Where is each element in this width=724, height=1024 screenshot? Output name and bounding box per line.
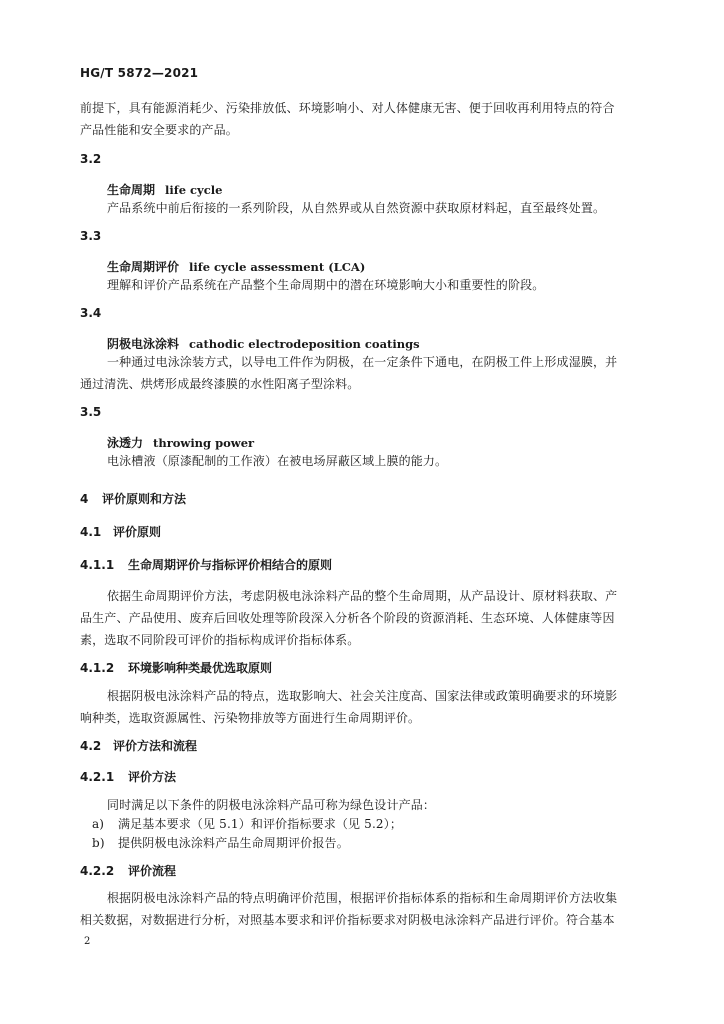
body-line: 相关数据，对数据进行分析，对照基本要求和评价指标要求对阴极电泳涂料产品进行评价。符合基本 [80, 913, 615, 927]
section-number: 4 [80, 492, 89, 506]
section-number: 4.2.1 [80, 770, 115, 784]
term-en: cathodic electrodeposition coatings [189, 337, 420, 351]
section-title: 评价方法和流程 [113, 739, 198, 753]
section-heading [80, 768, 176, 785]
body-line: 产品性能和安全要求的产品。 [80, 123, 238, 137]
list-item [92, 815, 402, 832]
section-heading [80, 659, 272, 676]
body-line: 同时满足以下条件的阴极电泳涂料产品可称为绿色设计产品： [107, 798, 436, 812]
section-title: 评价原则和方法 [102, 492, 187, 506]
term-heading [107, 432, 254, 451]
section-number: 4.1.2 [80, 661, 115, 675]
term-heading [107, 256, 365, 275]
term-definition: 产品系统中前后衔接的一系列阶段，从自然界或从自然资源中获取原材料起，直至最终处置。 [107, 201, 606, 215]
section-title: 环境影响种类最优选取原则 [128, 661, 273, 675]
list-item [92, 834, 349, 851]
section-number: 4.1.1 [80, 558, 115, 572]
list-marker: a) [92, 817, 105, 831]
section-heading [80, 523, 161, 540]
section-number: 4.1 [80, 525, 102, 539]
standard-code: HG/T 5872—2021 [80, 66, 199, 80]
body-line: 依据生命周期评价方法，考虑阴极电泳涂料产品的整个生命周期，从产品设计、原材料获取、产 [107, 589, 618, 603]
body-line: 前提下，具有能源消耗少、污染排放低、环境影响小、对人体健康无害、便于回收再利用特点的符合 [80, 101, 615, 115]
term-definition: 理解和评价产品系统在产品整个生命周期中的潜在环境影响大小和重要性的阶段。 [107, 278, 545, 292]
term-en: life cycle assessment (LCA) [189, 260, 366, 274]
term-zh: 生命周期 [107, 183, 156, 197]
body-line: 响种类，选取资源属性、污染物排放等方面进行生命周期评价。 [80, 711, 421, 725]
term-zh: 阴极电泳涂料 [107, 337, 180, 351]
section-title: 评价流程 [128, 864, 177, 878]
list-marker: b) [92, 836, 105, 850]
section-heading [80, 862, 176, 879]
body-line: 素，选取不同阶段可评价的指标构成评价指标体系。 [80, 633, 360, 647]
page-number: 2 [84, 936, 91, 947]
section-heading [80, 737, 197, 754]
body-line: 根据阴极电泳涂料产品的特点，选取影响大、社会关注度高、国家法律或政策明确要求的环境影 [107, 689, 618, 703]
body-line: 根据阴极电泳涂料产品的特点明确评价范围，根据评价指标体系的指标和生命周期评价方法收集 [107, 891, 618, 905]
section-heading [80, 490, 186, 507]
section-title: 评价原则 [113, 525, 162, 539]
body-line: 品生产、产品使用、废弃后回收处理等阶段深入分析各个阶段的资源消耗、生态环境、人体健康等因 [80, 611, 615, 625]
section-title: 评价方法 [128, 770, 177, 784]
term-number: 3.4 [80, 306, 102, 320]
term-definition: 电泳槽液（原漆配制的工作液）在被电场屏蔽区域上膜的能力。 [107, 454, 448, 468]
term-number: 3.5 [80, 405, 102, 419]
term-heading [107, 179, 222, 198]
term-definition: 通过清洗、烘烤形成最终漆膜的水性阳离子型涂料。 [80, 377, 360, 391]
section-title: 生命周期评价与指标评价相结合的原则 [128, 558, 333, 572]
term-zh: 生命周期评价 [107, 260, 180, 274]
list-text: 满足基本要求（见 5.1）和评价指标要求（见 5.2）； [118, 817, 402, 831]
term-zh: 泳透力 [107, 436, 144, 450]
term-definition: 一种通过电泳涂装方式，以导电工件作为阴极，在一定条件下通电，在阴极工件上形成湿膜，并 [107, 355, 618, 369]
list-text: 提供阴极电泳涂料产品生命周期评价报告。 [118, 836, 349, 850]
section-number: 4.2 [80, 739, 102, 753]
section-number: 4.2.2 [80, 864, 115, 878]
section-heading [80, 556, 332, 573]
term-en: life cycle [165, 183, 223, 197]
term-heading [107, 333, 420, 352]
term-number: 3.3 [80, 229, 102, 243]
term-en: throwing power [153, 436, 255, 450]
term-number: 3.2 [80, 152, 102, 166]
